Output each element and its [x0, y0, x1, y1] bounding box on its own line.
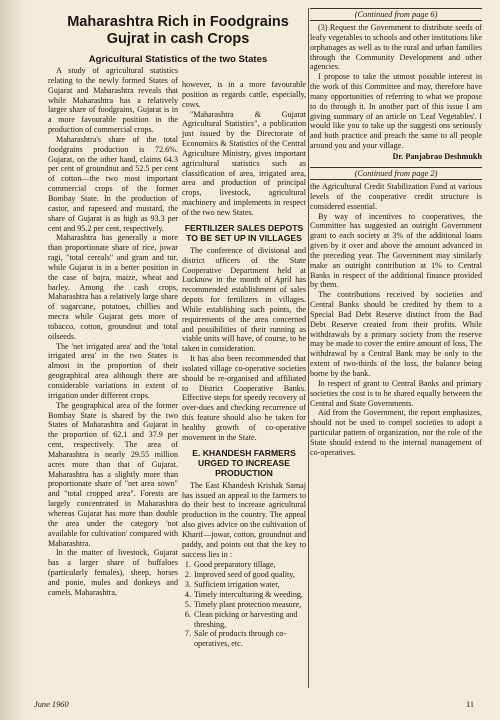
paragraph: "Maharashtra & Gujarat Agricultural Statistics", a publication just issued by the Directorate of Economics & Statistics of the Central Agriculture Ministry, gives important agricultural statistics such as classification of area, irrigated area, area and production of principal crops, livestock, agricultural machinery and implements in respect of the two new States.: [182, 109, 306, 217]
paragraph: A study of agricultural statistics relating to the newly formed States of Gujarat and Maharashtra reveals that while Maharashtra has a relatively larger share of foodgrains, Gujarat is in a more favourable position in the production of commercial crops.: [48, 66, 178, 135]
page-gutter-shadow: [0, 0, 26, 720]
list-item: 6. Clean picking or harvesting and threshing,: [193, 610, 306, 630]
list-item: 2. Improved seed of good quality,: [193, 570, 306, 580]
issue-date: June 1960: [34, 700, 69, 709]
page-number: 11: [466, 700, 475, 709]
khandesh-heading: E. KHANDESH FARMERS URGED TO INCREASE PRODUCTION: [192, 447, 296, 478]
list-item: 1. Good preparatory tillage,: [193, 560, 306, 570]
paragraph: Aid from the Government, the report emphasizes, should not be used to compel societies to adopt a particular pattern of organization, nor the role of the State should extend to the internal management of co-operatives.: [310, 408, 482, 457]
paragraph: I propose to take the utmost possible interest in the work of this Committee and may, therefore have many opportunities of referring to what we propose to do through it. In another part of this issue I am giving summary of an article on 'Leaf Vegetables'. I would like you to take up the suggesti ons seriously and both practice and preach the same to all people around you and your village.: [310, 72, 482, 151]
paragraph: In respect of grant to Central Banks and primary societies the cost is to be shared equally between the Central and State Governments.: [310, 378, 482, 408]
paragraph: The conference of divisional and district officers of the State Cooperative Department held at Lucknow in the month of April has recommended establishment of sales depots for fertilizers in villages. While establishing such points, the requirements of the area concerned and possibilities of their running as viable units will have, of course, to be taken in consideration.: [182, 245, 306, 354]
paragraph: however, is in a more favourable position as regards cattle, especially, cows.: [182, 80, 306, 109]
paragraph: Maharashtra's share of the total foodgrains production is 72.6%. Gujarat, on the other hand, claims 64.3 per cent of groundnut and 52.5 per cent of cotton—the two most important commercial crops of the former Bombay State. In the production of castor, and rapeseed and mustard, the share of Gujarat is as high as 93.3 per cent and 95.2 per cent, respectively.: [48, 134, 178, 233]
paragraph: the Agricultural Credit Stabilization Fund at various levels of the cooperative credit structure is considered essential.: [310, 181, 482, 211]
paragraph: The geographical area of the former Bombay State is shared by the two States of Maharashtra and Gujarat in the proportion of 62.1 and 37.9 per cent, respectively. The area of Maharashtra is nearly 29.55 million acres more than that of Gujarat. Maharashtra has a slightly more than proportionate share of "net area sown" and "total cropped area". Forests are largely concentrated in Maharashtra whereas Gujarat has more than double the area under the category 'not available for cultivation' compared with Maharashtra.: [48, 400, 178, 548]
paragraph: Maharashtra has generally a more than proportionate share of rice, jowar ragi, "total cereals" and gram and tur, while Gujarat is in a better position in the case of bajra, maize, wheat and barley. Among the cash crops, Maharashtra has a relatively large share of sugarcane, potatoes, chillies and meста while Gujarat gets more of tobacco, cotton, groundnut and total oilseeds.: [48, 233, 178, 341]
article-subtitle: Agricultural Statistics of the two States: [88, 54, 268, 65]
paragraph: In the matter of livestock, Gujarat has a larger share of buffaloes (particularly females), sheep, horses and ponie, mules and donkeys and camels. Maharashtra,: [48, 548, 178, 597]
paragraph: (3) Request the Government to distribute seeds of leafy vegetables to schools and other institutions like orphanages as well as to the rural and urban families through the Community Development and other agencies.: [310, 23, 482, 72]
paragraph: It has also been recommended that isolated village co-operative societies should be re-organised and affiliated to District Cooperative Banks. Effective steps for speedy recovery of over-dues and checking recurrence of this feature should also be taken for healthy growth of co-operative movement in the State.: [182, 354, 306, 442]
article-title: Maharashtra Rich in Foodgrains Gujrat in cash Crops: [67, 14, 289, 47]
column-1: [48, 66, 178, 598]
list-item: 4. Timely interculturing & weeding,: [193, 590, 306, 600]
column-divider: [308, 8, 309, 688]
column-2: [182, 80, 306, 649]
list-item: 3. Sufficient irrigation water,: [193, 580, 306, 590]
paragraph: The 'net irrigated area' and the 'total irrigated area' in the two States is almost in the proportion of their geographical area although there are considerable variations in extent of irrigation under different crops.: [48, 341, 178, 400]
paragraph: By way of incentives to cooperatives, the Committee has suggested an outright Government grant to each society at 3% of the additional loans given by it over and above the amount advanced in the preceding year. The Government may similarly make an outright contribution at 1% to Central Banks in respect of the additional finance provided by them.: [310, 211, 482, 290]
list-item: 7. Sale of products through co-operatives, etc.: [193, 629, 306, 649]
paragraph: The East Khandesh Krishak Samaj has issued an appeal to the farmers to do their best to increase agricultural production in the country. The appeal also gives advice on the cultivation of Kharif—jowar, cotton, groundnut and paddy, and points out that the key to success lies in :: [182, 480, 306, 559]
author-signature: Dr. Panjabrao Deshmukh: [392, 151, 482, 161]
continued-note: (Continued from page 2): [310, 167, 482, 180]
paragraph: The contributions received by societies and Central Banks should be credited by them to a Special Bad Debt Reserve distinct from the Bad Debt Reserve created from their profits. While withdrawals by a primary society from the reserve may be made to cover the entire amount of loss, The withdrawal by a Central Bank may be only to the extent of two-thirds of the loss, the balance being borne by the bank.: [310, 290, 482, 378]
fertilizer-heading: FERTILIZER SALES DEPOTS TO BE SET UP IN VILLAGES: [184, 222, 304, 243]
column-3: [310, 8, 482, 458]
list-item: 5. Timely plant protection measure,: [193, 600, 306, 610]
continued-note: (Continued from page 6): [310, 8, 482, 21]
success-key-list: [182, 560, 306, 649]
